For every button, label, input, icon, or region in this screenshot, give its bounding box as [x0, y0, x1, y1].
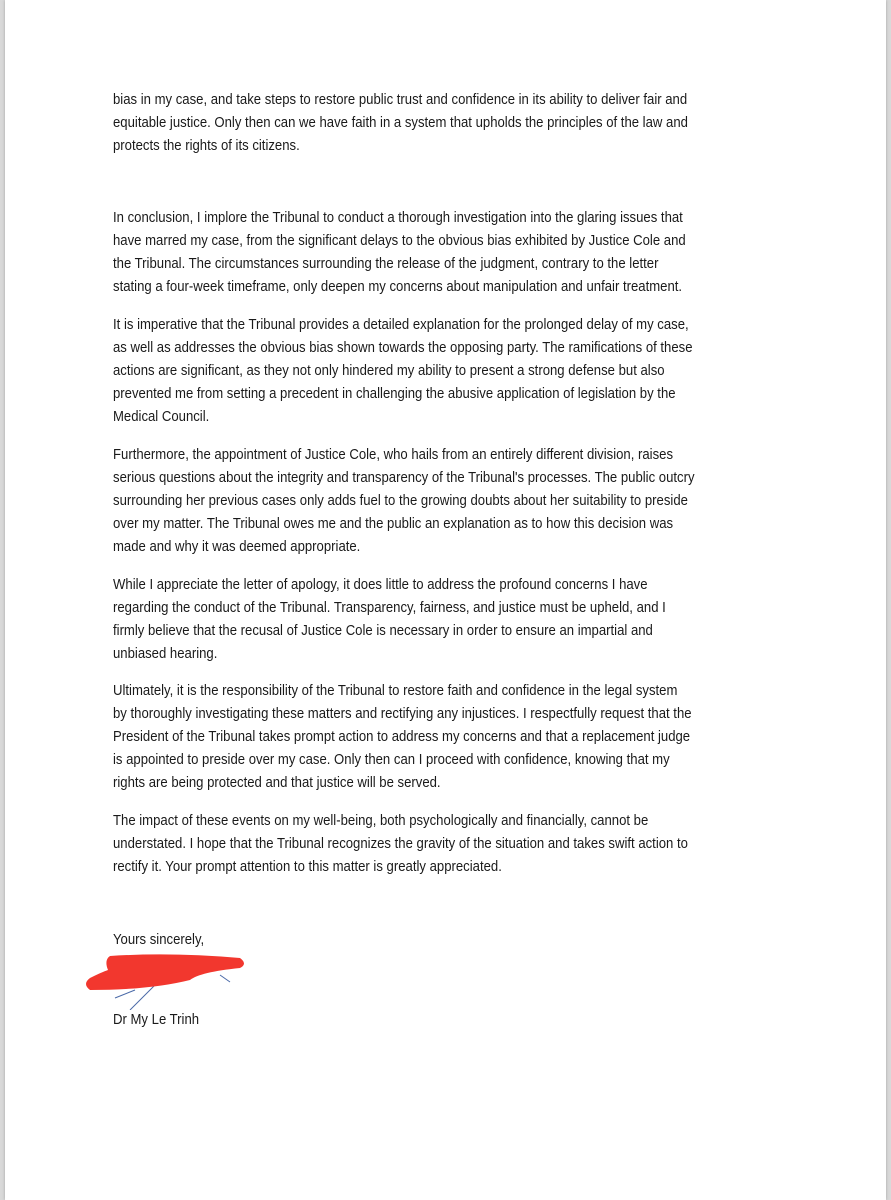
text-line: have marred my case, from the significant delays to the obvious bias exhibited by Justice Cole and	[113, 232, 686, 249]
paragraph	[113, 573, 745, 665]
text-line: the Tribunal. The circumstances surrounding the release of the judgment, contrary to the letter	[113, 255, 659, 272]
text-line: stating a four-week timeframe, only deepen my concerns about manipulation and unfair treatment.	[113, 278, 683, 295]
text-line: rectify it. Your prompt attention to this matter is greatly appreciated.	[113, 858, 502, 875]
redacted-signature	[80, 950, 260, 1010]
text-line: rights are being protected and that justice will be served.	[113, 774, 441, 791]
text-line: unbiased hearing.	[113, 645, 218, 662]
paragraph	[113, 809, 770, 878]
text-line: Medical Council.	[113, 408, 210, 425]
text-line: In conclusion, I implore the Tribunal to conduct a thorough investigation into the glaring issues that	[113, 209, 683, 226]
text-line: understated. I hope that the Tribunal recognizes the gravity of the situation and takes swift action to	[113, 835, 688, 852]
text-line: serious questions about the integrity and transparency of the Tribunal's processes. The public outcry	[113, 469, 695, 486]
text-line: equitable justice. Only then can we have faith in a system that upholds the principles of the law and	[113, 114, 688, 131]
closing-text: Yours sincerely,	[113, 931, 205, 948]
text-line: prevented me from setting a precedent in challenging the abusive application of legislation by the	[113, 385, 676, 402]
text-line: firmly believe that the recusal of Justice Cole is necessary in order to ensure an impartial and	[113, 622, 653, 639]
text-line: is appointed to preside over my case. Only then can I proceed with confidence, knowing that my	[113, 751, 670, 768]
text-line: bias in my case, and take steps to restore public trust and confidence in its ability to deliver fair and	[113, 91, 688, 108]
paragraph	[113, 88, 770, 157]
text-line: The impact of these events on my well-being, both psychologically and financially, cannot be	[113, 812, 649, 829]
signatory-name: Dr My Le Trinh	[113, 1011, 200, 1028]
paragraph	[113, 313, 775, 428]
text-line: President of the Tribunal takes prompt action to address my concerns and that a replacement judge	[113, 728, 691, 745]
signatory	[113, 1008, 211, 1031]
closing	[113, 928, 217, 951]
text-line: Ultimately, it is the responsibility of the Tribunal to restore faith and confidence in the legal system	[113, 682, 678, 699]
paragraph	[113, 443, 778, 558]
text-line: surrounding her previous cases only adds fuel to the growing doubts about her suitability to preside	[113, 492, 688, 509]
text-line: made and why it was deemed appropriate.	[113, 538, 361, 555]
text-line: protects the rights of its citizens.	[113, 137, 300, 154]
text-line: as well as addresses the obvious bias shown towards the opposing party. The ramifications of these	[113, 339, 693, 356]
text-line: While I appreciate the letter of apology, it does little to address the profound concerns I have	[113, 576, 648, 593]
paragraph	[113, 679, 774, 794]
text-line: over my matter. The Tribunal owes me and the public an explanation as to how this decision was	[113, 515, 674, 532]
text-line: regarding the conduct of the Tribunal. Transparency, fairness, and justice must be upheld, and I	[113, 599, 666, 616]
text-line: It is imperative that the Tribunal provides a detailed explanation for the prolonged delay of my case,	[113, 316, 689, 333]
red-redaction-mark	[86, 954, 244, 990]
text-line: actions are significant, as they not only hindered my ability to present a strong defense but also	[113, 362, 665, 379]
text-line: by thoroughly investigating these matters and rectifying any injustices. I respectfully request that the	[113, 705, 692, 722]
paragraph	[113, 206, 768, 298]
letter-page	[5, 0, 886, 1200]
text-line: Furthermore, the appointment of Justice Cole, who hails from an entirely different division, raises	[113, 446, 674, 463]
